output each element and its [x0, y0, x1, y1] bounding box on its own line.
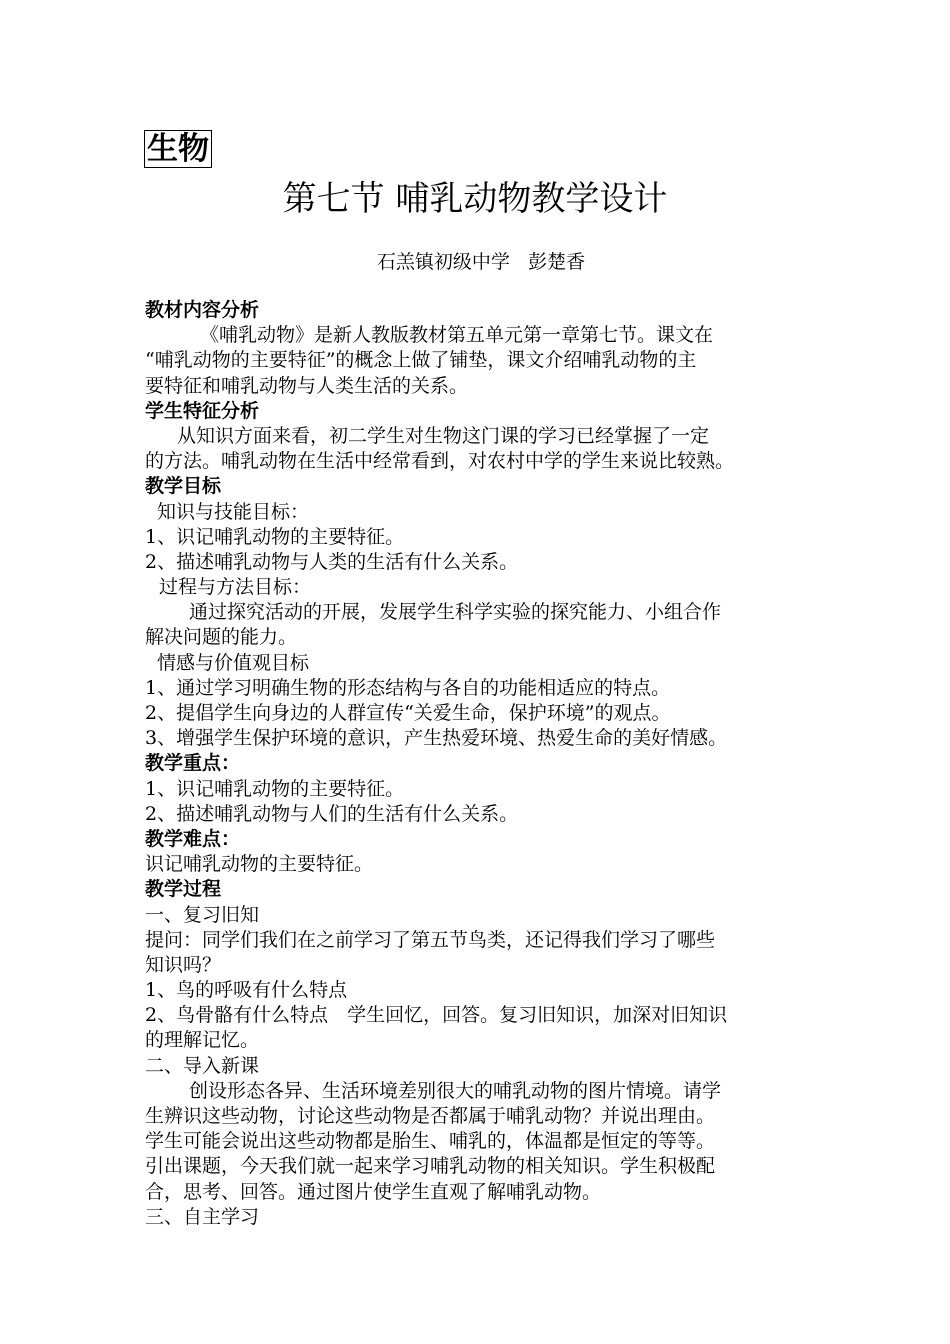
- text-line: 合，思考、回答。通过图片使学生直观了解哺乳动物。: [145, 1180, 602, 1203]
- text-line: 的方法。哺乳动物在生活中经常看到，对农村中学的学生来说比较熟。: [145, 450, 735, 473]
- text-line: 3、增强学生保护环境的意识，产生热爱环境、热爱生命的美好情感。: [145, 727, 728, 750]
- text-line: 知识与技能目标：: [157, 500, 310, 523]
- subject-label: 生物: [144, 130, 212, 168]
- text-line: 《哺乳动物》是新人教版教材第五单元第一章第七节。课文在: [200, 324, 714, 347]
- text-line: “哺乳动物的主要特征”的概念上做了铺垫，课文介绍哺乳动物的主: [145, 349, 697, 372]
- text-line: 识记哺乳动物的主要特征。: [145, 853, 374, 876]
- text-line: 2、描述哺乳动物与人类的生活有什么关系。: [145, 550, 519, 573]
- text-line: 的理解记忆。: [145, 1029, 260, 1052]
- author-name: 彭楚香: [528, 251, 586, 273]
- text-line: 情感与价值观目标: [157, 651, 310, 674]
- text-line: 通过探究活动的开展，发展学生科学实验的探究能力、小组合作: [189, 601, 722, 624]
- text-line: 三、自主学习: [145, 1205, 260, 1228]
- author-school: 石羔镇初级中学: [376, 251, 510, 273]
- section-heading: 教学过程: [145, 878, 222, 901]
- text-line: 1、识记哺乳动物的主要特征。: [145, 777, 405, 800]
- text-line: 2、描述哺乳动物与人们的生活有什么关系。: [145, 802, 519, 825]
- text-line: 知识吗？: [145, 953, 222, 976]
- document-title: 第七节 哺乳动物教学设计: [282, 179, 668, 219]
- text-line: 要特征和哺乳动物与人类生活的关系。: [145, 374, 469, 397]
- author-line: [0, 248, 950, 276]
- text-line: 引出课题，今天我们就一起来学习哺乳动物的相关知识。学生积极配: [145, 1155, 716, 1178]
- section-heading: 教材内容分析: [145, 299, 260, 321]
- text-line: 从知识方面来看，初二学生对生物这门课的学习已经掌握了一定: [177, 424, 710, 447]
- section-heading: 教学难点：: [145, 827, 241, 850]
- text-line: 1、鸟的呼吸有什么特点: [145, 979, 348, 1002]
- text-line: 1、通过学习明确生物的形态结构与各自的功能相适应的特点。: [145, 676, 671, 699]
- text-line: 创设形态各异、生活环境差别很大的哺乳动物的图片情境。请学: [189, 1079, 722, 1102]
- text-line: 2、鸟骨骼有什么特点 学生回忆，回答。复习旧知识，加深对旧知识: [145, 1004, 728, 1027]
- text-line: 提问：同学们我们在之前学习了第五节鸟类，还记得我们学习了哪些: [145, 928, 716, 951]
- text-line: 学生可能会说出这些动物都是胎生、哺乳的，体温都是恒定的等等。: [145, 1130, 716, 1153]
- text-line: 生辨识这些动物，讨论这些动物是否都属于哺乳动物？并说出理由。: [145, 1105, 716, 1127]
- section-heading: 教学目标: [145, 475, 222, 498]
- document-body: [145, 298, 835, 1230]
- text-line: 二、导入新课: [145, 1054, 260, 1077]
- text-line: 一、复习旧知: [145, 903, 260, 926]
- text-line: 1、识记哺乳动物的主要特征。: [145, 525, 405, 548]
- text-line: 2、提倡学生向身边的人群宣传“关爱生命，保护环境”的观点。: [145, 702, 671, 724]
- text-line: 过程与方法目标：: [159, 576, 312, 599]
- section-heading: 学生特征分析: [145, 399, 260, 422]
- text-line: 解决问题的能力。: [145, 626, 298, 649]
- section-heading: 教学重点：: [145, 752, 241, 775]
